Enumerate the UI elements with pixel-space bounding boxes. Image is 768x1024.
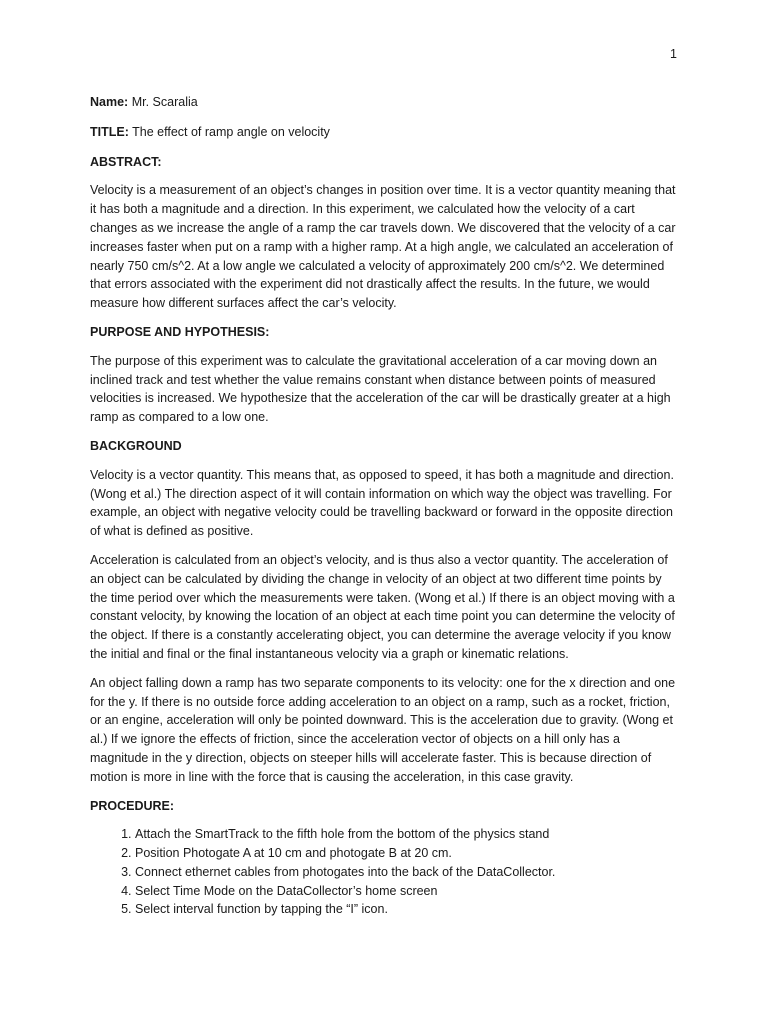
abstract-heading: ABSTRACT: [90, 154, 162, 169]
page-number: 1 [670, 47, 677, 61]
title-value: The effect of ramp angle on velocity [132, 124, 330, 139]
name-label: Name: [90, 95, 129, 109]
title-label: TITLE: [90, 124, 129, 139]
title-line [90, 123, 680, 142]
procedure-step: 5. Select interval function by tapping the “I” icon. [135, 900, 680, 919]
background-heading: BACKGROUND [90, 438, 182, 453]
procedure-heading: PROCEDURE: [90, 798, 175, 813]
purpose-heading: PURPOSE AND HYPOTHESIS: [90, 324, 270, 339]
background-paragraph-3: An object falling down a ramp has two separate components to its velocity: one for the x direction and one for the y. If there is no outside force adding acceleration to an object on a ramp, such as a rocket, friction, or an engine, acceleration will only be pointed downward. This is the acceleration due to gravity. (Wong et al.) If we ignore the effects of friction, since the acceleration vector of objects on a hill only has a magnitude in the y direction, objects on steeper hills will accelerate faster. This is because direction of motion is more in line with the force that is causing the acceleration, in this case gravity. [90, 675, 676, 784]
procedure-step: 1. Attach the SmartTrack to the fifth hole from the bottom of the physics stand [135, 825, 680, 844]
background-paragraph-2: Acceleration is calculated from an object’s velocity, and is thus also a vector quantity. The acceleration of an object can be calculated by dividing the change in velocity of an object at two different time points by the time period over which the measurements were taken. (Wong et al.) If there is an object moving with a constant velocity, by knowing the location of an object at each time point you can determine the velocity of the object. If there is a constantly accelerating object, you can determine the average velocity if you know the initial and final or the final instantaneous velocity via a graph or kinematic relations. [90, 552, 675, 661]
document-body [90, 93, 680, 919]
procedure-step: 4. Select Time Mode on the DataCollector’s home screen [135, 882, 680, 901]
background-paragraph-1: Velocity is a vector quantity. This means that, as opposed to speed, it has both a magnitude and direction. (Wong et al.) The direction aspect of it will contain information on which way the object was travelling. For example, an object with negative velocity could be travelling backward or forward in the opposite direction of what is defined as positive. [90, 467, 674, 539]
procedure-step: 3. Connect ethernet cables from photogates into the back of the DataCollector. [135, 863, 680, 882]
name-value: Mr. Scaralia [131, 95, 198, 109]
procedure-step: 2. Position Photogate A at 10 cm and photogate B at 20 cm. [135, 844, 680, 863]
purpose-paragraph: The purpose of this experiment was to calculate the gravitational acceleration of a car moving down an inclined track and test whether the value remains constant when distance between points of measured velocities is increased. We hypothesize that the acceleration of the car will be drastically greater at a high ramp as compared to a low one. [90, 353, 671, 425]
abstract-paragraph: Velocity is a measurement of an object’s changes in position over time. It is a vector quantity meaning that it has both a magnitude and a direction. In this experiment, we calculated how the velocity of a cart changes as we increase the angle of a ramp the car travels down. We discovered that the velocity of a car increases faster when put on a ramp with a higher ramp. At a high angle, we calculated an acceleration of nearly 750 cm/s^2. At a low angle we calculated a velocity of approximately 200 cm/s^2. We determined that errors associated with the experiment did not drastically affect the results. In the future, we would measure how different surfaces affect the car’s velocity. [90, 183, 676, 311]
name-line [90, 93, 680, 112]
procedure-list [90, 825, 680, 919]
